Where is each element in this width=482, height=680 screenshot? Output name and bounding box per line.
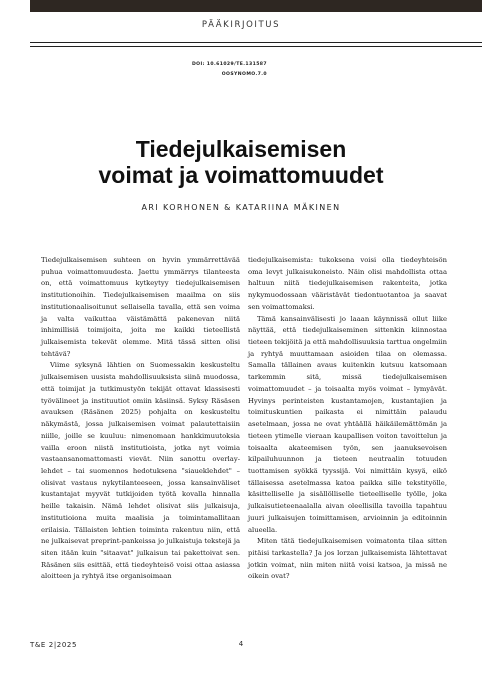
page-number: 4 — [238, 640, 244, 648]
header-rule-bottom — [30, 46, 482, 47]
doi-block — [192, 60, 267, 80]
header-color-bar — [30, 0, 482, 12]
doi-line-1[interactable]: DOI: 10.61029/TE.131587 — [191, 62, 267, 67]
paragraph: Tämä kansainvälisesti jo laaan käynnissä ollut liike näyttää, että tiedejulkaiseminen sittenkin kiinnostaa tieteen tekijöitä ja että mahdollisuuksia tarttua ongelmiin ja ryhtyä muuttamaan asioiden tilaa on olemassa. Samalla tällainen avaus kuitenkin kutsuu katsomaan tarkemmin sitä, missä tiedejulkaisemisen voimattomuudet – ja toisaalta myös voimat – lymyävät. Hyvinys perinteisten kustantamojen, kustantajien ja toimituskuntien paikasta ei nimittäin palaudu asetelmaan, jossa ne ovat yhtäällä häikäilemättömän ja tieteen ytimelle vieraan kaupallisen voiton tavoittelun ja toisaalta akateemisen työn, sen jaanuksevoisen kilpailuhuunnon ja tieteen neutraalin totuuden tuottamisen syökkä tyyssijä. Voi nimittäin kysyä, eikö tällaisessa asetelmassa katoa paikka sille tekstityölle, käsittelliselle ja sisällölliselle tieteelliselle työlle, joka julkaisutieteenaalalla aivan oleellisilla tavoilla tapahtuu juuri julkaisujen toimittamisen, arvioinnin ja editoinnin alueella. — [248, 314, 447, 534]
paragraph: Tiedejulkaisemisen suhteen on hyvin ymmärrettävää puhua voimattomuudesta. Jaettu ymmärrys tilanteesta on, että voimattomuus kytkeytyy tiedejulkaisemisen institutionoihin. Tiedejulkaisemisen maailma on siis institutionaalisoitunut sellaisella tavalla, että sen voima ja valta vaikuttaa väistämättä pakenevan niitä inhimillisiä toimijoita, joita me kaikki tieteellistä julkaisemista tekevät olemme. Mitä tässä sitten olisi tehtävä? — [41, 256, 240, 358]
paragraph: tiedejulkaisemista: tukoksena voisi olla tiedeyhteisön oma levyt julkaisukoneisto. Näin olisi mahdollista ottaa haltuun niitä tiedejulkaisemisen rakenteita, jotka nykymuodossaan vääristävät tiedontuotantoa ja saavat sen voimattomaksi. — [248, 256, 447, 311]
section-label: PÄÄKIRJOITUS — [201, 20, 281, 30]
body-column-left — [41, 255, 240, 583]
article-title — [0, 136, 482, 188]
article-authors: ARI KORHONEN & KATARIINA MÄKINEN — [141, 203, 341, 212]
paragraph: Miten tätä tiedejulkaisemisen voimatonta tilaa sitten pitäisi tarkastella? Ja jos lorzan julkaisemista lähtettavat jotkin voimat, niin miten niitä voisi katsoa, ja missä ne oikein ovat? — [248, 537, 447, 581]
doi-line-2: OOSYNOMO.7.0 — [221, 72, 267, 77]
body-column-right — [248, 255, 447, 583]
paragraph: Viime syksynä lähtien on Suomessakin keskusteltu julkaisemisen uusista mahdollisuuksista siinä muodossa, että toimijat ja tutkimustyön tekijät ottavat klassisesti työvälineet ja instituutiot omiin käsiinsä. Syksy Räsäsen avauksen (Räsänen 2025) pohjalta on keskusteltu näkymästä, jossa julkaisemisen voimat palautettaisiin niille, joille se kuuluu: nimenomaan hankkimuutoksia vailla eroon niistä institutioista, jotka nyt voimia vastaansanomattomasti vievät. Niin sanottu overlay-lehdet – tai suomennos hedotuksena "siaueklehdet" – olisivat vastaus nykytilanteeseen, jossa kansainväliset kustantajat myyvät tutkijoiden työtä kovalla hinnalla heille takaisin. Nämä lehdet olisivat siis julkaisuja, institutioiona muita maalisia ja toimintamallitaan erilaisia. Tällaisten lehtien toiminta rakentuu niin, että ne julkaisevat preprint-pankeissa jo julkaistuja tekstejä ja siten itään kuin "sitaavat" julkaisun tai pakettoivat sen. Räsänen siis esittää, että tiedeyhteisö voisi ottaa asiassa aloitteen ja ryhtyä itse organisoimaan — [41, 361, 240, 581]
header-rule-top — [30, 42, 482, 43]
title-line-1: Tiedejulkaisemisen — [135, 136, 347, 162]
journal-issue: T&E 2|2025 — [30, 641, 78, 649]
title-line-2: voimat ja voimattomuudet — [98, 162, 384, 188]
